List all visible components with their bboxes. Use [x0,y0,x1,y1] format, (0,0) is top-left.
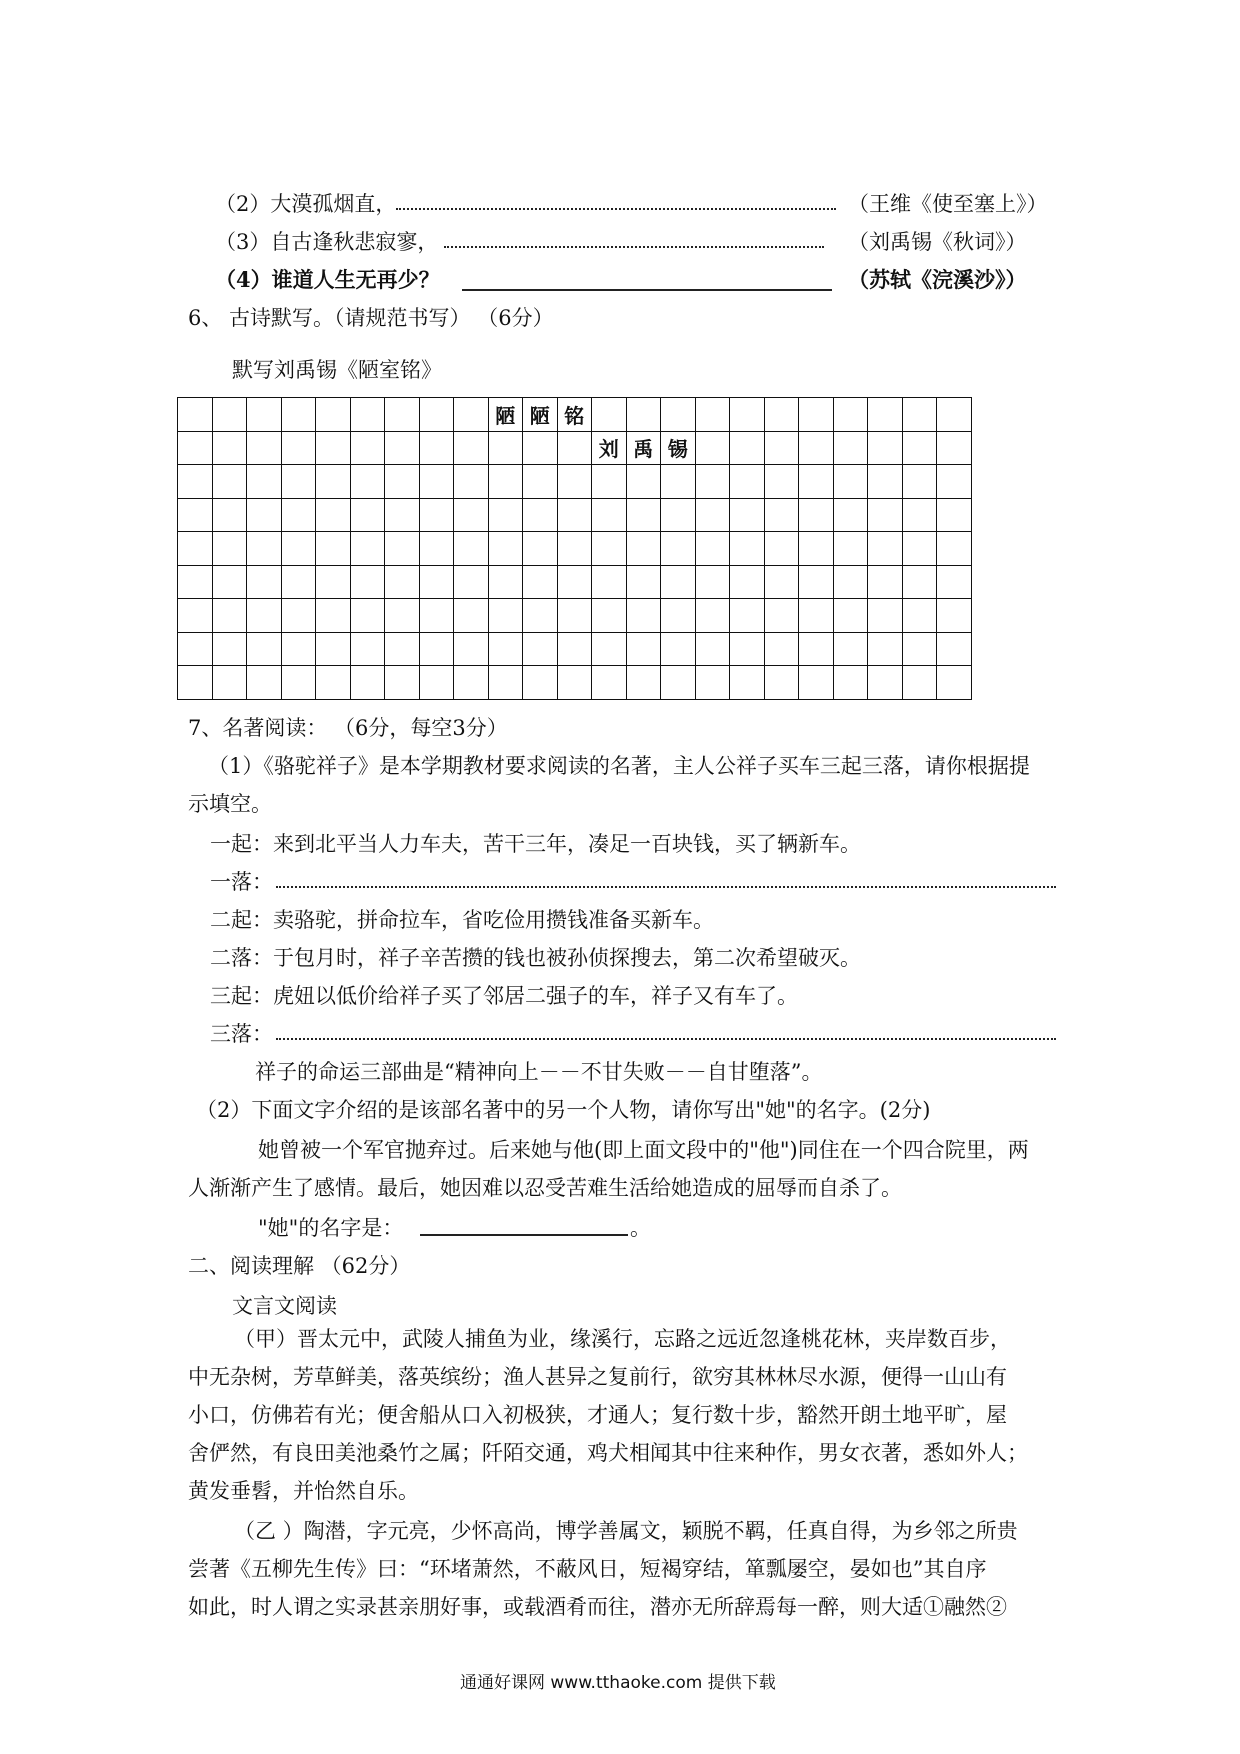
fill-line-text: 谁道人生无再少？ [271,267,440,292]
grid-cell[interactable] [799,431,834,465]
grid-cell[interactable] [281,532,316,566]
grid-cell[interactable] [868,532,903,566]
grid-cell[interactable] [626,565,661,599]
answer-blank[interactable] [462,289,832,291]
grid-cell[interactable] [488,465,523,499]
q7-p2-text2: 人渐渐产生了感情。最后，她因难以忍受苦难生活给她造成的屈辱而自杀了。 [188,1176,902,1200]
fall-1-label: 一落： [210,870,273,894]
grid-cell[interactable] [937,465,972,499]
answer-blank[interactable] [444,246,824,248]
page-footer: 通通好课网 www.tthaoke.com 提供下载 [460,1673,776,1693]
passage-line: 黄发垂髫，并怡然自乐。 [188,1479,419,1503]
name-blank[interactable] [420,1234,628,1236]
grid-cell[interactable] [626,599,661,633]
grid-row [178,599,972,633]
grid-cell[interactable] [419,632,454,666]
grid-cell[interactable] [350,565,385,599]
grid-cell[interactable] [557,666,592,700]
grid-cell[interactable] [695,632,730,666]
grid-cell[interactable] [419,565,454,599]
grid-cell[interactable] [730,498,765,532]
grid-row [178,632,972,666]
fall-2: 二落：于包月时，祥子辛苦攒的钱也被孙侦探搜去，第二次希望破灭。 [210,946,861,970]
passage-line: 尝著《五柳先生传》曰：“环堵萧然，不蔽风日，短褐穿结，箪瓢屡空，晏如也”其自序 [188,1557,987,1581]
grid-cell[interactable] [212,632,247,666]
grid-cell[interactable] [592,565,627,599]
grid-cell[interactable] [764,398,799,432]
grid-cell[interactable] [937,431,972,465]
grid-cell[interactable] [178,398,213,432]
grid-cell[interactable] [592,632,627,666]
grid-cell[interactable] [178,599,213,633]
grid-cell[interactable] [316,431,351,465]
grid-cell[interactable] [488,666,523,700]
grid-cell[interactable] [592,666,627,700]
grid-cell[interactable] [661,565,696,599]
grid-cell[interactable] [454,565,489,599]
grid-cell[interactable] [833,565,868,599]
grid-cell[interactable]: 陋 [488,398,523,432]
grid-cell[interactable] [488,532,523,566]
grid-cell[interactable] [247,532,282,566]
grid-cell[interactable] [937,632,972,666]
grid-cell[interactable] [212,465,247,499]
grid-cell[interactable] [833,431,868,465]
writing-grid[interactable] [177,397,972,700]
grid-cell[interactable] [281,565,316,599]
grid-row [178,565,972,599]
grid-cell[interactable] [661,666,696,700]
grid-row [178,398,972,432]
grid-cell[interactable] [868,565,903,599]
grid-cell[interactable] [316,632,351,666]
grid-cell[interactable] [212,532,247,566]
fill-line-num: （3） [215,230,271,254]
grid-cell[interactable] [523,431,558,465]
grid-cell[interactable] [695,532,730,566]
passage-jia [188,1320,1028,1510]
grid-cell[interactable] [419,498,454,532]
grid-cell[interactable] [178,532,213,566]
grid-cell[interactable] [316,465,351,499]
grid-cell[interactable] [350,632,385,666]
grid-cell[interactable] [212,398,247,432]
grid-cell[interactable] [695,599,730,633]
grid-cell[interactable] [868,431,903,465]
grid-cell[interactable] [385,532,420,566]
grid-cell[interactable] [557,498,592,532]
grid-cell[interactable] [454,498,489,532]
grid-cell[interactable] [488,498,523,532]
grid-cell[interactable] [281,431,316,465]
grid-cell[interactable] [764,666,799,700]
grid-row [178,532,972,566]
grid-cell[interactable] [488,565,523,599]
grid-cell[interactable] [661,398,696,432]
grid-cell[interactable] [764,565,799,599]
grid-cell[interactable] [350,465,385,499]
rise-2: 二起：卖骆驼，拼命拉车，省吃俭用攒钱准备买新车。 [210,908,714,932]
grid-cell[interactable] [281,599,316,633]
grid-cell[interactable] [902,666,937,700]
grid-cell[interactable] [937,599,972,633]
grid-cell[interactable] [695,431,730,465]
grid-cell[interactable] [557,599,592,633]
grid-cell[interactable] [764,532,799,566]
grid-cell[interactable] [695,666,730,700]
grid-cell[interactable] [488,599,523,633]
grid-cell[interactable] [626,465,661,499]
grid-cell[interactable] [281,666,316,700]
summary: 祥子的命运三部曲是“精神向上－－不甘失败－－自甘堕落”。 [255,1060,823,1084]
grid-cell[interactable] [902,431,937,465]
grid-cell[interactable] [178,431,213,465]
fill-line-text: 自古逢秋悲寂寥， [270,230,439,254]
grid-cell[interactable] [523,532,558,566]
grid-cell[interactable] [247,666,282,700]
grid-cell[interactable] [937,565,972,599]
grid-cell[interactable] [661,532,696,566]
rise-3: 三起：虎妞以低价给祥子买了邻居二强子的车，祥子又有车了。 [210,984,798,1008]
grid-cell[interactable] [178,565,213,599]
passage-line: （甲）晋太元中，武陵人捕鱼为业，缘溪行，忘路之远近忽逢桃花林，夹岸数百步， [234,1327,1011,1351]
grid-cell[interactable] [833,465,868,499]
grid-cell[interactable] [350,599,385,633]
fill-line-num: （2） [215,192,271,216]
grid-cell[interactable] [523,632,558,666]
grid-row [178,465,972,499]
grid-cell[interactable] [592,599,627,633]
grid-cell[interactable] [281,632,316,666]
grid-cell[interactable] [764,599,799,633]
grid-cell[interactable] [247,431,282,465]
grid-cell[interactable] [419,599,454,633]
grid-cell[interactable] [799,632,834,666]
grid-cell[interactable] [937,532,972,566]
grid-cell[interactable] [212,431,247,465]
grid-cell[interactable] [868,599,903,633]
grid-cell[interactable] [592,398,627,432]
grid-row [178,431,972,465]
grid-cell[interactable] [937,398,972,432]
grid-cell[interactable] [902,565,937,599]
grid-cell[interactable] [592,465,627,499]
grid-cell[interactable] [902,398,937,432]
grid-cell[interactable] [799,498,834,532]
grid-cell[interactable] [316,498,351,532]
grid-cell[interactable] [833,532,868,566]
grid-cell[interactable]: 铭 [557,398,592,432]
grid-cell[interactable] [833,599,868,633]
grid-cell[interactable] [730,565,765,599]
grid-cell[interactable] [419,431,454,465]
fill-line-2 [215,188,396,218]
section2-sub: 文言文阅读 [232,1294,337,1318]
grid-cell[interactable] [695,498,730,532]
passage-line: 中无杂树，芳草鲜美，落英缤纷；渔人甚异之复前行，欲穷其林林尽水源，便得一山山有 [188,1365,1007,1389]
grid-cell[interactable] [454,532,489,566]
grid-cell[interactable] [868,632,903,666]
grid-cell[interactable] [419,398,454,432]
grid-cell[interactable]: 锡 [661,431,696,465]
grid-cell[interactable] [799,599,834,633]
fill-line-source: （刘禹锡《秋词》） [848,230,1027,254]
grid-cell[interactable] [902,599,937,633]
grid-cell[interactable] [385,565,420,599]
grid-row [178,498,972,532]
grid-cell[interactable] [488,431,523,465]
grid-cell[interactable] [661,465,696,499]
grid-cell[interactable] [454,632,489,666]
grid-cell[interactable] [385,398,420,432]
grid-cell[interactable] [316,565,351,599]
grid-cell[interactable] [247,599,282,633]
grid-cell[interactable] [178,465,213,499]
grid-cell[interactable] [523,498,558,532]
grid-cell[interactable] [454,599,489,633]
grid-cell[interactable] [833,666,868,700]
grid-cell[interactable] [661,632,696,666]
passage-line: 如此，时人谓之实录甚亲朋好事，或载酒肴而往，潜亦无所辞焉每一醉，则大适①融然② [188,1595,1007,1619]
grid-cell[interactable] [350,666,385,700]
grid-cell[interactable] [695,465,730,499]
fill-line-num: （4） [215,267,272,292]
grid-row [178,666,972,700]
grid-cell[interactable] [626,532,661,566]
passage-line: （乙 ）陶潜，字元亮，少怀高尚，博学善属文，颖脱不羁，任真自得，为乡邻之所贵 [234,1519,1018,1543]
grid-cell[interactable]: 禹 [626,431,661,465]
grid-cell[interactable] [937,666,972,700]
fill-line-text: 大漠孤烟直， [270,192,397,216]
grid-cell[interactable] [212,599,247,633]
grid-cell[interactable] [247,498,282,532]
grid-cell[interactable] [316,398,351,432]
grid-cell[interactable] [592,498,627,532]
grid-cell[interactable] [350,398,385,432]
grid-cell[interactable] [695,565,730,599]
grid-cell[interactable] [799,565,834,599]
grid-cell[interactable] [937,498,972,532]
grid-cell[interactable] [178,632,213,666]
fall-3-label: 三落： [210,1022,273,1046]
grid-cell[interactable] [454,431,489,465]
fill-line-source: （苏轼《浣溪沙》） [848,267,1027,292]
grid-cell[interactable] [557,465,592,499]
grid-cell[interactable] [247,465,282,499]
grid-cell[interactable] [730,431,765,465]
q7-p2: （2）下面文字介绍的是该部名著中的另一个人物，请你写出"她"的名字。(2分) [196,1098,931,1122]
fill-line-source: （王维《使至塞上》） [848,192,1048,216]
grid-cell[interactable] [868,465,903,499]
fill-line-3 [215,226,438,256]
passage-line: 舍俨然，有良田美池桑竹之属；阡陌交通，鸡犬相闻其中往来种作，男女衣著，悉如外人； [188,1441,1028,1465]
grid-cell[interactable] [730,632,765,666]
q6-instruction: 默写刘禹锡《陋室铭》 [232,358,442,382]
grid-cell[interactable] [488,632,523,666]
grid-cell[interactable] [385,465,420,499]
grid-cell[interactable] [764,431,799,465]
grid-cell[interactable] [281,498,316,532]
q7-heading: 7、名著阅读： （6分，每空3分） [188,716,508,740]
passage-line: 小口，仿佛若有光；便舍船从口入初极狭，才通人；复行数十步，豁然开朗土地平旷，屋 [188,1403,1007,1427]
grid-cell[interactable] [902,632,937,666]
grid-cell[interactable] [833,632,868,666]
q7-p2-text1: 她曾被一个军官抛弃过。后来她与他(即上面文段中的"他")同住在一个四合院里，两 [258,1138,1029,1162]
grid-cell[interactable] [419,532,454,566]
grid-cell[interactable] [730,465,765,499]
grid-cell[interactable] [764,465,799,499]
grid-cell[interactable] [557,632,592,666]
grid-cell[interactable] [799,398,834,432]
grid-cell[interactable] [523,666,558,700]
grid-cell[interactable] [178,666,213,700]
grid-cell[interactable] [557,532,592,566]
grid-cell[interactable] [695,398,730,432]
grid-cell[interactable] [833,498,868,532]
grid-cell[interactable] [557,565,592,599]
grid-cell[interactable] [385,632,420,666]
grid-cell[interactable]: 刘 [592,431,627,465]
grid-cell[interactable] [868,398,903,432]
grid-cell[interactable] [868,498,903,532]
grid-cell[interactable] [764,632,799,666]
grid-cell[interactable] [833,398,868,432]
grid-cell[interactable] [626,632,661,666]
passage-yi [188,1512,1018,1626]
grid-cell[interactable] [764,498,799,532]
grid-cell[interactable] [730,532,765,566]
grid-cell[interactable] [799,666,834,700]
grid-cell[interactable] [454,465,489,499]
grid-cell[interactable] [661,498,696,532]
grid-cell[interactable] [730,599,765,633]
grid-cell[interactable] [316,599,351,633]
grid-cell[interactable] [868,666,903,700]
grid-cell[interactable] [592,532,627,566]
grid-cell[interactable] [281,398,316,432]
grid-cell[interactable] [557,431,592,465]
grid-cell[interactable] [902,498,937,532]
grid-cell[interactable] [626,498,661,532]
answer-blank[interactable] [396,208,836,210]
grid-cell[interactable] [730,398,765,432]
grid-cell[interactable] [316,532,351,566]
grid-cell[interactable] [247,565,282,599]
grid-cell[interactable] [661,599,696,633]
q6-heading: 6、 古诗默写。（请规范书写） （6分） [188,306,554,330]
q7-p2-end: 。 [630,1216,651,1240]
grid-cell[interactable] [454,666,489,700]
grid-cell[interactable] [350,532,385,566]
grid-cell[interactable] [247,398,282,432]
grid-cell[interactable]: 陋 [523,398,558,432]
grid-cell[interactable] [281,465,316,499]
grid-cell[interactable] [799,532,834,566]
grid-cell[interactable] [247,632,282,666]
grid-cell[interactable] [316,666,351,700]
grid-cell[interactable] [454,398,489,432]
grid-cell[interactable] [212,565,247,599]
grid-cell[interactable] [385,431,420,465]
grid-cell[interactable] [350,498,385,532]
grid-cell[interactable] [212,498,247,532]
grid-cell[interactable] [799,465,834,499]
grid-cell[interactable] [178,498,213,532]
grid-cell[interactable] [730,666,765,700]
grid-cell[interactable] [523,465,558,499]
grid-cell[interactable] [902,465,937,499]
grid-cell[interactable] [626,666,661,700]
grid-cell[interactable] [902,532,937,566]
grid-cell[interactable] [523,599,558,633]
q7-p1-line2: 示填空。 [188,792,272,816]
grid-cell[interactable] [350,431,385,465]
grid-cell[interactable] [419,465,454,499]
grid-cell[interactable] [212,666,247,700]
grid-cell[interactable] [385,498,420,532]
q7-p2-answer-label: "她"的名字是： [258,1216,404,1240]
q7-p1-line1: （1）《骆驼祥子》是本学期教材要求阅读的名著，主人公祥子买车三起三落，请你根据提 [208,754,1030,778]
rise-1: 一起：来到北平当人力车夫，苦干三年，凑足一百块钱，买了辆新车。 [210,832,861,856]
fall-3-blank[interactable] [276,1038,1056,1040]
fall-1-blank[interactable] [276,886,1056,888]
grid-cell[interactable] [419,666,454,700]
grid-cell[interactable] [385,666,420,700]
section2-heading: 二、阅读理解 （62分） [188,1254,411,1278]
grid-cell[interactable] [523,565,558,599]
fill-line-4 [215,264,440,294]
grid-cell[interactable] [626,398,661,432]
grid-cell[interactable] [385,599,420,633]
